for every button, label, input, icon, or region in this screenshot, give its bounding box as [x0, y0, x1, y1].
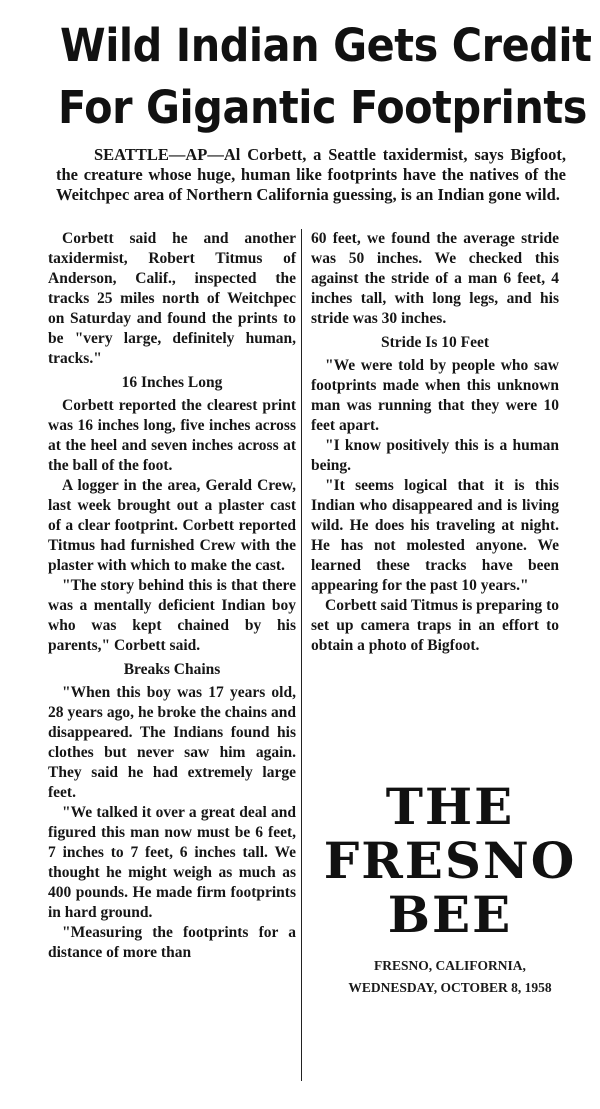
right-paragraph-1: 60 feet, we found the average stride was 50 inches. We checked this against the stride of a man 6 feet, 4 inches tall, with long legs, and his stride was 30 inches. — [311, 230, 559, 327]
left-paragraph-3: A logger in the area, Gerald Crew, last week brought out a plaster cast of a clear footprint. Corbett reported Titmus had furnished Crew with the plaster with which to make the cast. — [48, 477, 296, 574]
newspaper-masthead — [300, 777, 600, 944]
left-paragraph-4: "The story behind this is that there was a mentally deficient Indian boy who was kept chained by his parents," Corbett said. — [48, 577, 296, 654]
dateline — [300, 955, 600, 999]
left-paragraph-1: Corbett said he and another taxidermist, Robert Titmus of Anderson, Calif., inspected the tracks 25 miles north of Weitchpec on Saturday and found the prints to be "very large, definitely human, tracks." — [48, 230, 296, 367]
right-column — [311, 229, 559, 656]
masthead-fresno: FRESNO — [323, 831, 577, 890]
right-paragraph-2: "We were told by people who saw footprints made when this unknown man was running that they were 10 feet apart. — [311, 357, 559, 434]
dateline-date: WEDNESDAY, OCTOBER 8, 1958 — [348, 980, 552, 995]
right-paragraph-3: "I know positively this is a human being. — [311, 437, 559, 474]
headline-line-2: For Gigantic Footprints — [58, 81, 587, 134]
subhead-stride-is-10-feet: Stride Is 10 Feet — [380, 334, 490, 351]
subhead-16-inches-long: 16 Inches Long — [121, 374, 223, 391]
masthead-bee: BEE — [387, 885, 513, 944]
right-paragraph-4: "It seems logical that it is this Indian who disappeared and is living wild. He does his traveling at night. He has not molested anyone. We learned these tracks have been appearing for the past 10 years." — [311, 477, 559, 594]
right-paragraph-5: Corbett said Titmus is preparing to set up camera traps in an effort to obtain a photo of Bigfoot. — [311, 597, 559, 654]
left-column — [48, 229, 302, 1081]
left-paragraph-2: Corbett reported the clearest print was 16 inches long, five inches across at the heel and seven inches across at the ball of the foot. — [48, 397, 296, 474]
subhead-breaks-chains: Breaks Chains — [123, 661, 221, 678]
lead-paragraph: SEATTLE—AP—Al Corbett, a Seattle taxidermist, says Bigfoot, the creature whose huge, human like footprints have the natives of the Weitchpec area of Northern California guessing, is an Indian gone wild. — [56, 145, 566, 204]
left-paragraph-6: "We talked it over a great deal and figured this man now must be 6 feet, 7 inches to 7 feet, 6 inches tall. We thought he might weigh as much as 400 pounds. He made firm footprints in hard ground. — [48, 804, 296, 921]
dateline-place: FRESNO, CALIFORNIA, — [374, 958, 526, 973]
left-paragraph-5: "When this boy was 17 years old, 28 years ago, he broke the chains and disappeared. The Indians found his clothes but never saw him again. They said he had extremely large feet. — [48, 684, 296, 801]
masthead-the: THE — [385, 777, 515, 836]
headline-line-1: Wild Indian Gets Credit — [60, 19, 592, 72]
left-paragraph-7: "Measuring the footprints for a distance of more than — [48, 924, 296, 961]
